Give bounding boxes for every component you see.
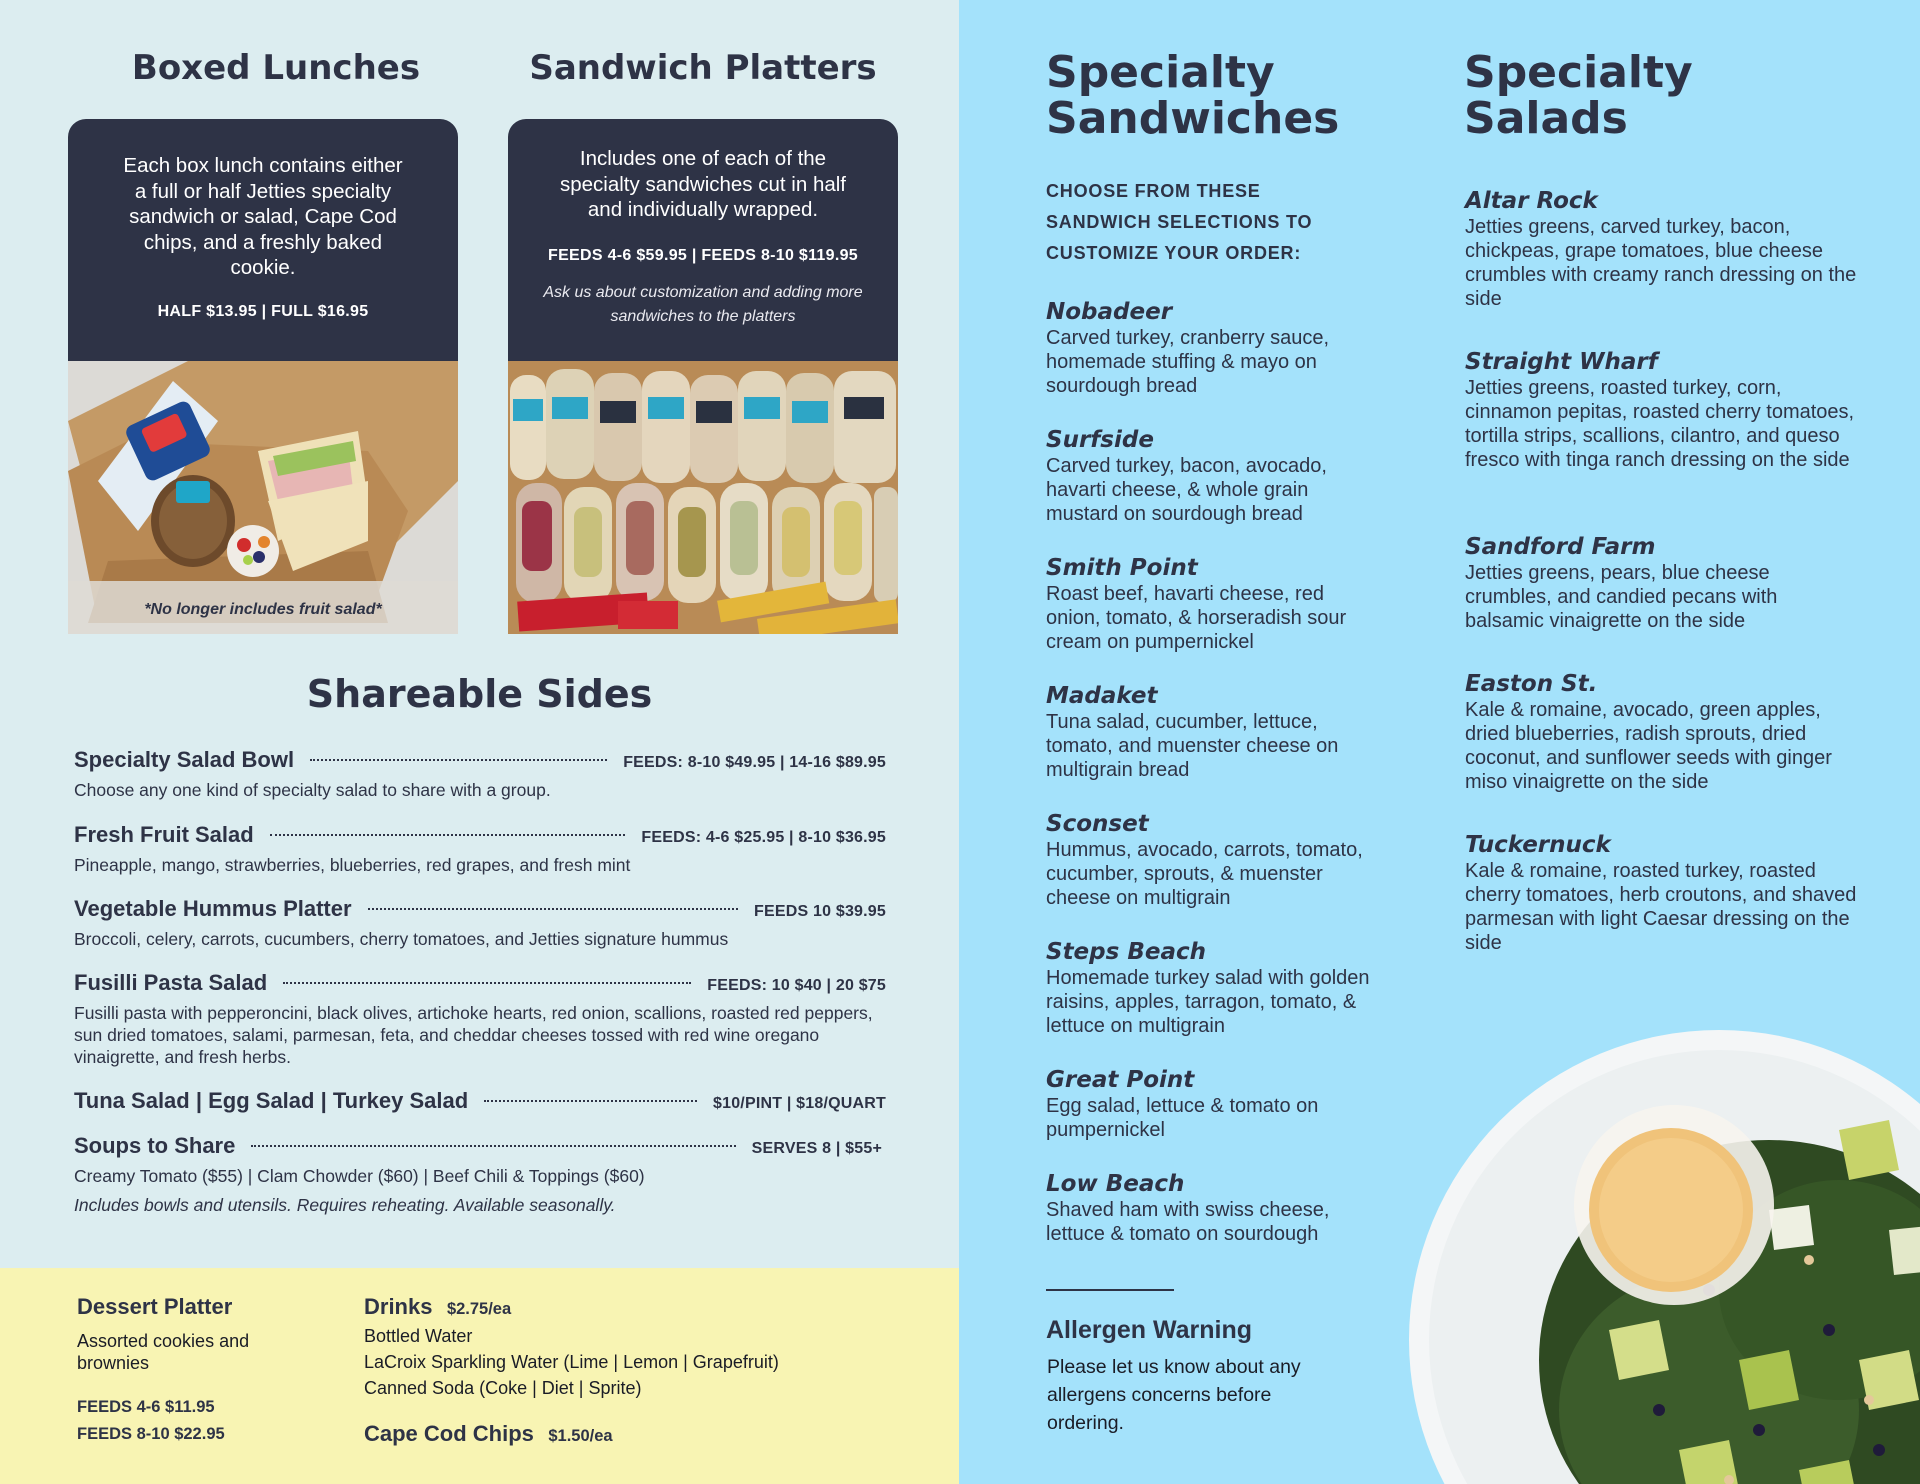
sandwich-item-steps-beach: [1046, 938, 1376, 1038]
drink-item: Canned Soda (Coke | Diet | Sprite): [364, 1378, 642, 1398]
side-item-note: Includes bowls and utensils. Requires reheating. Available seasonally.: [74, 1195, 616, 1215]
sandwich-description: Carved turkey, cranberry sauce, homemade stuffing & mayo on sourdough bread: [1046, 327, 1330, 397]
dot-leader: [310, 759, 607, 761]
side-item-description: Choose any one kind of specialty salad to share with a group.: [74, 780, 551, 800]
salad-item-easton-st: [1465, 670, 1865, 794]
sandwich-name: Madaket: [1046, 683, 1158, 709]
sandwich-name: Low Beach: [1046, 1171, 1185, 1197]
dessert-platter: [77, 1294, 297, 1444]
salad-description: Jetties greens, carved turkey, bacon, chickpeas, grape tomatoes, blue cheese crumbles with creamy ranch dressing on the side: [1465, 216, 1857, 310]
sandwich-name: Nobadeer: [1046, 299, 1173, 325]
boxed-lunches-title: Boxed Lunches: [131, 48, 421, 88]
salad-item-sandford-farm: [1465, 533, 1855, 633]
side-item-name: Specialty Salad Bowl: [74, 747, 295, 772]
title-line: Sandwiches: [1046, 93, 1340, 144]
sandwich-item-low-beach: [1046, 1170, 1376, 1246]
dot-leader: [484, 1100, 697, 1102]
side-item-fusilli-pasta-salad: [74, 970, 886, 1068]
salad-photo: [1409, 1030, 1920, 1484]
sandwich-name: Great Point: [1046, 1067, 1195, 1093]
side-item-price: FEEDS 10 $39.95: [754, 903, 886, 920]
sandwich-platter-illustration: [508, 361, 898, 634]
sandwich-item-sconset: [1046, 810, 1376, 910]
side-item-name: Fresh Fruit Salad: [74, 822, 254, 847]
sandwich-item-smith-point: [1046, 554, 1376, 654]
salad-name: Tuckernuck: [1465, 832, 1611, 858]
chips-price: $1.50/ea: [548, 1427, 613, 1445]
sandwich-platter-photo: [508, 361, 898, 634]
instruction-line: CHOOSE FROM THESE: [1046, 181, 1261, 201]
shareable-sides-title: Shareable Sides: [306, 672, 653, 716]
allergen-text: Please let us know about any allergens concerns before ordering.: [1047, 1356, 1301, 1434]
sandwich-item-great-point: [1046, 1066, 1376, 1142]
salad-name: Straight Wharf: [1465, 349, 1658, 375]
side-item-header: [74, 1133, 886, 1159]
specialty-sandwiches-title: [1046, 47, 1340, 144]
side-item-specialty-salad-bowl: [74, 747, 886, 801]
drinks: [364, 1294, 924, 1447]
salad-name: Sandford Farm: [1465, 534, 1656, 560]
side-item-price: FEEDS: 10 $40 | 20 $75: [707, 977, 886, 994]
extras-band: [0, 1268, 959, 1484]
side-item-soups-to-share: [74, 1133, 886, 1216]
salad-name: Altar Rock: [1465, 188, 1598, 214]
side-item-description: Fusilli pasta with pepperoncini, black olives, artichoke hearts, red onion, scallions, roasted red peppers, sun dried tomatoes, salami, parmesan, feta, and cheddar cheeses tossed with red wine oregano vinaigrette, and fresh herbs.: [74, 1003, 873, 1067]
dessert-price-large: FEEDS 8-10 $22.95: [77, 1425, 225, 1443]
side-item-vegetable-hummus-platter: [74, 896, 886, 950]
sandwich-platters-note: Ask us about customization and adding more sandwiches to the platters: [543, 283, 863, 325]
left-panel: [0, 0, 959, 1484]
boxed-lunches-description: Each box lunch contains either a full or half Jetties specialty sandwich or salad, Cape Cod chips, and a freshly baked cookie.: [123, 154, 403, 279]
sandwich-platters-card: [508, 119, 898, 634]
title-line: Specialty: [1464, 47, 1693, 98]
sandwich-name: Sconset: [1046, 811, 1149, 837]
sandwich-name: Steps Beach: [1046, 939, 1206, 965]
side-item-salads: [74, 1088, 886, 1114]
salad-illustration: [1409, 1030, 1920, 1484]
sandwich-description: Carved turkey, bacon, avocado, havarti cheese, & whole grain mustard on sourdough bread: [1046, 455, 1327, 525]
dot-leader: [270, 834, 626, 836]
drink-item: LaCroix Sparkling Water (Lime | Lemon | Grapefruit): [364, 1352, 779, 1372]
boxed-lunches-price: HALF $13.95 | FULL $16.95: [157, 302, 369, 320]
dot-leader: [283, 982, 691, 984]
salad-item-tuckernuck: [1465, 831, 1875, 955]
sandwich-item-surfside: [1046, 426, 1376, 526]
side-item-name: Vegetable Hummus Platter: [74, 896, 352, 921]
right-panel: [959, 0, 1920, 1484]
chips: [364, 1421, 924, 1447]
divider: [1046, 1289, 1174, 1291]
title-line: Specialty: [1046, 47, 1275, 98]
boxed-lunch-caption: *No longer includes fruit salad*: [144, 601, 382, 618]
salad-description: Jetties greens, pears, blue cheese crumbles, and candied pecans with balsamic vinaigrette on the side: [1465, 562, 1778, 632]
side-item-header: [74, 1088, 886, 1114]
sandwich-description: Homemade turkey salad with golden raisins, apples, tarragon, tomato, & lettuce on multigrain: [1046, 967, 1370, 1037]
side-item-description: Pineapple, mango, strawberries, blueberries, red grapes, and fresh mint: [74, 855, 631, 875]
side-item-description: Broccoli, celery, carrots, cucumbers, cherry tomatoes, and Jetties signature hummus: [74, 929, 729, 949]
sandwich-item-madaket: [1046, 682, 1376, 782]
dot-leader: [251, 1145, 735, 1147]
sandwich-description: Roast beef, havarti cheese, red onion, tomato, & horseradish sour cream on pumpernickel: [1046, 583, 1347, 653]
side-item-header: [74, 896, 886, 922]
side-item-price: FEEDS: 8-10 $49.95 | 14-16 $89.95: [623, 754, 886, 771]
salad-description: Kale & romaine, avocado, green apples, dried blueberries, radish sprouts, dried coconut, and sunflower seeds with ginger miso vinaigrette on the side: [1465, 699, 1832, 793]
side-item-fresh-fruit-salad: [74, 822, 886, 876]
choose-instruction: [1046, 176, 1312, 269]
side-item-name: Soups to Share: [74, 1133, 236, 1158]
salad-item-straight-wharf: [1465, 348, 1855, 472]
chips-title: Cape Cod Chips: [364, 1421, 534, 1446]
sandwich-description: Egg salad, lettuce & tomato on pumpernickel: [1046, 1095, 1319, 1141]
side-item-price: FEEDS: 4-6 $25.95 | 8-10 $36.95: [641, 829, 886, 846]
instruction-line: CUSTOMIZE YOUR ORDER:: [1046, 243, 1302, 263]
sandwich-name: Smith Point: [1046, 555, 1198, 581]
side-item-header: [74, 747, 886, 773]
dessert-title: Dessert Platter: [77, 1294, 233, 1319]
drink-item: Bottled Water: [364, 1326, 473, 1346]
sandwich-platters-info: [508, 119, 898, 361]
dessert-description: Assorted cookies and brownies: [77, 1331, 250, 1373]
dot-leader: [368, 908, 738, 910]
sandwich-description: Tuna salad, cucumber, lettuce, tomato, and muenster cheese on multigrain bread: [1046, 711, 1339, 781]
sandwich-item-nobadeer: [1046, 298, 1376, 398]
title-line: Salads: [1464, 93, 1628, 144]
boxed-lunch-photo: [68, 361, 458, 634]
side-item-name: Fusilli Pasta Salad: [74, 970, 268, 995]
sandwich-platters-description: Includes one of each of the specialty sandwiches cut in half and individually wrapped.: [559, 147, 846, 221]
dessert-price-small: FEEDS 4-6 $11.95: [77, 1398, 215, 1416]
drinks-price: $2.75/ea: [446, 1300, 512, 1318]
side-item-price: $10/PINT | $18/QUART: [713, 1095, 886, 1112]
boxed-lunch-illustration: [68, 361, 458, 634]
sandwich-name: Surfside: [1046, 427, 1154, 453]
side-item-description: Creamy Tomato ($55) | Clam Chowder ($60) | Beef Chili & Toppings ($60): [74, 1166, 645, 1186]
salad-item-altar-rock: [1465, 187, 1865, 311]
sandwich-platters-price: FEEDS 4-6 $59.95 | FEEDS 8-10 $119.95: [548, 246, 858, 264]
allergen-title: Allergen Warning: [1046, 1316, 1253, 1344]
salad-name: Easton St.: [1465, 671, 1598, 697]
side-item-price: SERVES 8 | $55+: [751, 1140, 882, 1157]
drinks-title: Drinks: [364, 1294, 433, 1319]
salad-description: Kale & romaine, roasted turkey, roasted cherry tomatoes, herb croutons, and shaved parmesan with light Caesar dressing on the side: [1465, 860, 1857, 954]
side-item-header: [74, 970, 886, 996]
sandwich-description: Shaved ham with swiss cheese, lettuce & tomato on sourdough: [1046, 1199, 1330, 1245]
salad-description: Jetties greens, roasted turkey, corn, cinnamon pepitas, roasted cherry tomatoes, tortilla strips, scallions, cilantro, and queso fresco with tinga ranch dressing on the side: [1465, 377, 1855, 471]
side-item-name: Tuna Salad | Egg Salad | Turkey Salad: [74, 1088, 469, 1113]
sandwich-platters-title: Sandwich Platters: [529, 48, 877, 88]
sandwich-description: Hummus, avocado, carrots, tomato, cucumber, sprouts, & muenster cheese on multigrain: [1046, 839, 1363, 909]
side-item-header: [74, 822, 886, 848]
boxed-lunches-card: [68, 119, 458, 634]
boxed-lunches-info: [68, 119, 458, 361]
instruction-line: SANDWICH SELECTIONS TO: [1046, 212, 1313, 232]
specialty-salads-title: [1464, 47, 1693, 144]
